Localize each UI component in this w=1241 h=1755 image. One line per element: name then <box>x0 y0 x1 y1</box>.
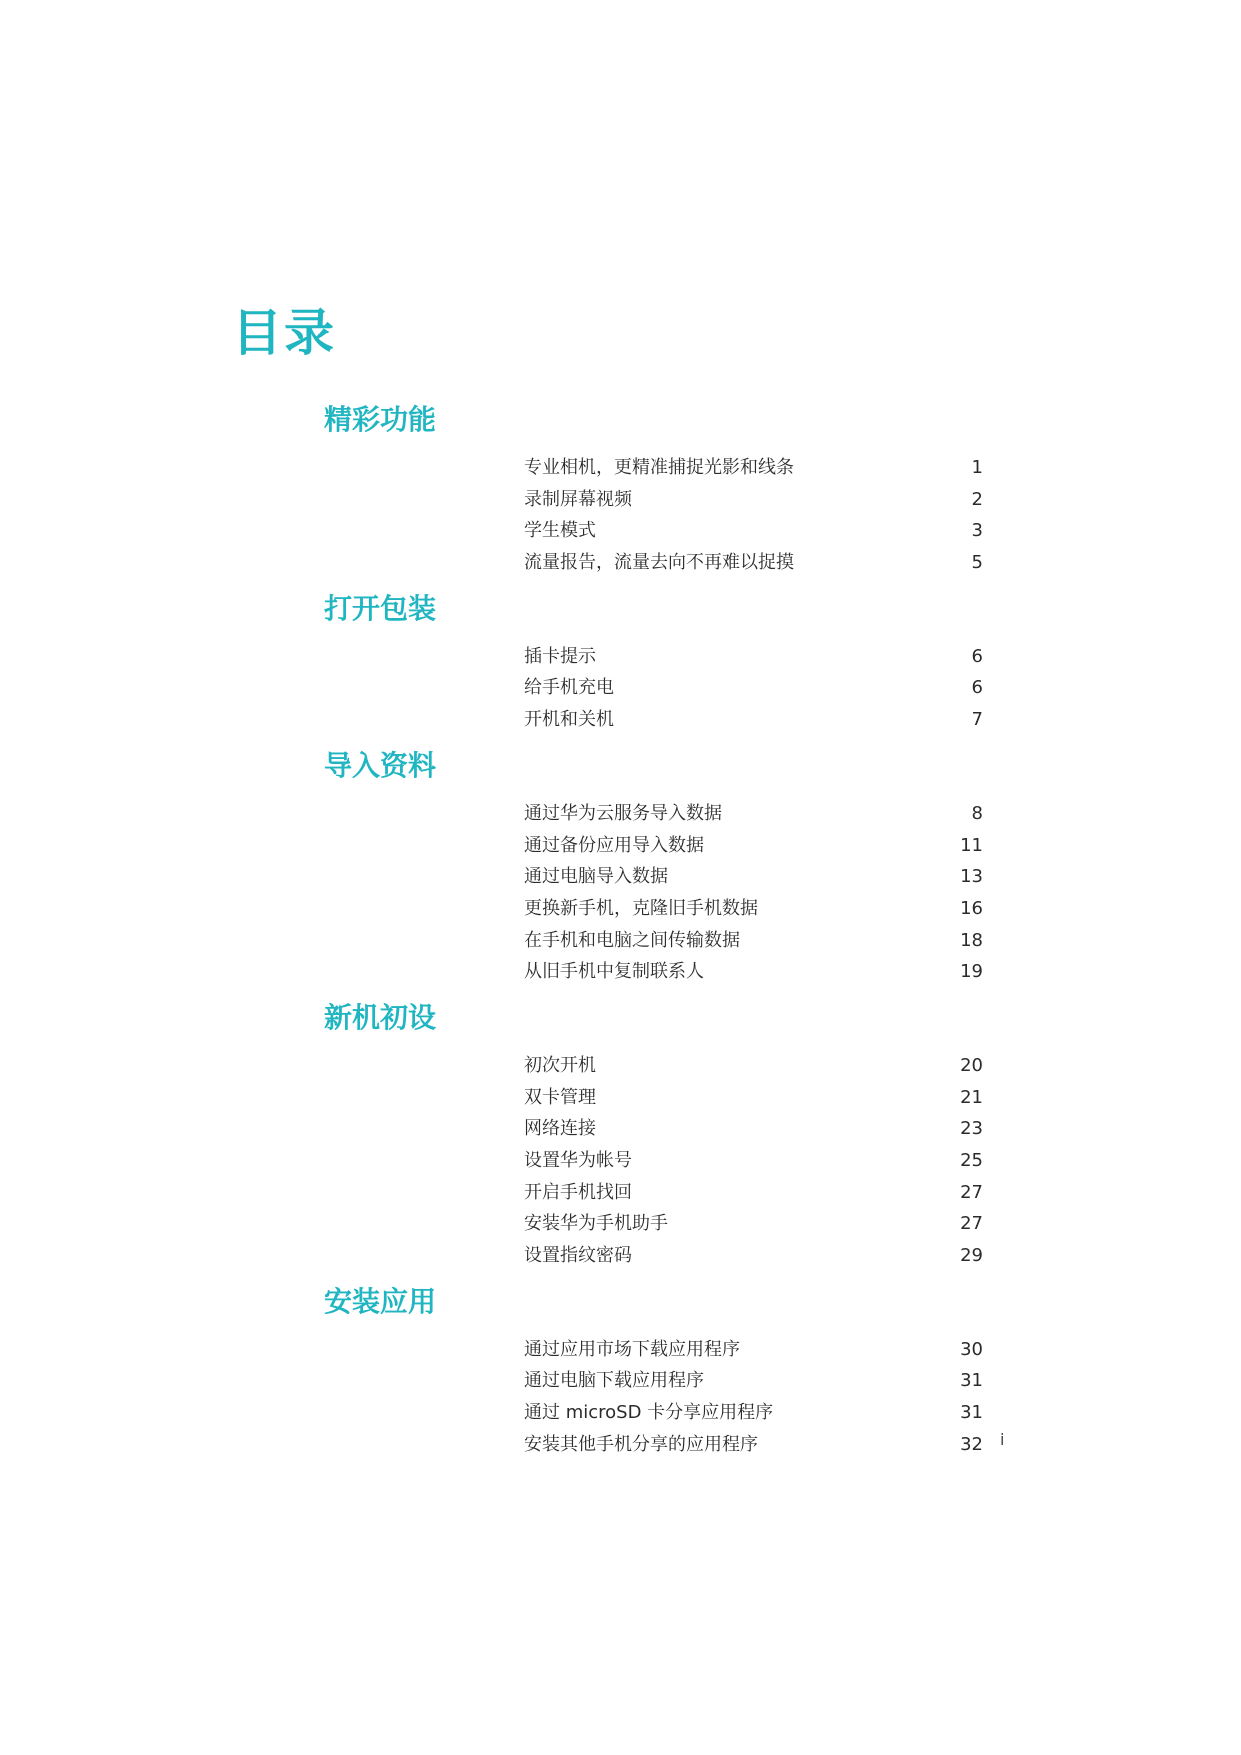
toc-entry[interactable] <box>0 1050 1241 1082</box>
entry-list <box>0 1050 1241 1282</box>
page-title: 目录 <box>232 304 336 362</box>
toc-entry-page: 13 <box>960 866 983 888</box>
entry-list <box>0 641 1241 746</box>
toc-section <box>0 400 1241 589</box>
toc-entry-label: 设置华为帐号 <box>524 1150 632 1171</box>
toc-entry[interactable] <box>0 861 1241 893</box>
page-number: i <box>1000 1430 1005 1449</box>
entry-list <box>0 452 1241 589</box>
toc-entry-label: 通过应用市场下载应用程序 <box>524 1338 740 1360</box>
toc-entry-label: 通过华为云服务导入数据 <box>524 802 722 824</box>
toc-entry[interactable] <box>0 1113 1241 1145</box>
toc-entry-label: 学生模式 <box>524 520 596 542</box>
section-title: 安装应用 <box>324 1284 437 1318</box>
toc-entry-label: 通过 microSD 卡分享应用程序 <box>524 1402 774 1424</box>
toc-entry-page: 6 <box>971 677 983 699</box>
toc-entry-label: 开启手机找回 <box>524 1181 632 1203</box>
toc-entry-label: 录制屏幕视频 <box>524 488 632 510</box>
toc-entry[interactable] <box>0 704 1241 736</box>
toc-entry[interactable] <box>0 830 1241 862</box>
toc-entry[interactable] <box>0 798 1241 830</box>
toc-entry-page: 11 <box>960 834 983 856</box>
toc-entry[interactable] <box>0 1397 1241 1429</box>
toc-entry-page: 7 <box>971 709 983 731</box>
toc-entry-page: 31 <box>960 1402 983 1424</box>
toc-entry-label: 专业相机，更精准捕捉光影和线条 <box>524 457 794 478</box>
toc-entry[interactable] <box>0 1334 1241 1366</box>
toc-entry[interactable] <box>0 925 1241 957</box>
toc-entry-label: 更换新手机，克隆旧手机数据 <box>524 897 758 919</box>
toc-entry[interactable] <box>0 1429 1241 1461</box>
toc-entry-page: 27 <box>960 1181 983 1203</box>
toc-entry-page: 3 <box>971 520 983 542</box>
toc-entry-page: 6 <box>971 645 983 667</box>
toc-entry-label: 给手机充电 <box>524 677 614 699</box>
toc-entry[interactable] <box>0 547 1241 579</box>
toc-entry-page: 5 <box>971 552 983 574</box>
toc-entry-page: 23 <box>960 1118 983 1140</box>
toc-entry-page: 2 <box>971 488 983 510</box>
entry-list <box>0 1334 1241 1471</box>
table-of-contents <box>0 400 1241 1471</box>
toc-entry[interactable] <box>0 1365 1241 1397</box>
toc-entry-label: 安装华为手机助手 <box>524 1213 668 1235</box>
toc-entry-label: 流量报告，流量去向不再难以捉摸 <box>524 552 794 574</box>
toc-entry-label: 开机和关机 <box>524 709 614 731</box>
toc-entry[interactable] <box>0 893 1241 925</box>
toc-entry-label: 初次开机 <box>524 1054 596 1076</box>
toc-entry[interactable] <box>0 452 1241 484</box>
toc-section <box>0 998 1241 1282</box>
toc-entry[interactable] <box>0 672 1241 704</box>
toc-entry-label: 通过电脑下载应用程序 <box>524 1370 704 1392</box>
toc-entry-page: 32 <box>960 1433 983 1455</box>
toc-entry[interactable] <box>0 1082 1241 1114</box>
toc-entry-page: 19 <box>960 961 983 983</box>
toc-entry-label: 插卡提示 <box>524 645 596 667</box>
toc-section <box>0 1282 1241 1471</box>
toc-entry[interactable] <box>0 515 1241 547</box>
toc-entry-label: 双卡管理 <box>524 1086 596 1108</box>
toc-entry-page: 1 <box>971 457 983 478</box>
toc-entry-page: 8 <box>971 802 983 824</box>
toc-entry-page: 21 <box>960 1086 983 1108</box>
section-title: 精彩功能 <box>324 403 437 436</box>
toc-entry-page: 29 <box>960 1245 983 1267</box>
toc-entry[interactable] <box>0 1240 1241 1272</box>
toc-entry[interactable] <box>0 1145 1241 1177</box>
toc-entry[interactable] <box>0 484 1241 516</box>
toc-section <box>0 746 1241 998</box>
toc-entry-page: 30 <box>960 1338 983 1360</box>
toc-entry-page: 16 <box>960 897 983 919</box>
toc-entry[interactable] <box>0 956 1241 988</box>
toc-entry[interactable] <box>0 1208 1241 1240</box>
toc-entry-label: 在手机和电脑之间传输数据 <box>524 929 740 951</box>
section-title: 新机初设 <box>324 1000 437 1034</box>
section-title: 打开包装 <box>324 591 437 625</box>
toc-entry-label: 通过电脑导入数据 <box>524 866 668 888</box>
toc-entry-label: 安装其他手机分享的应用程序 <box>524 1433 758 1455</box>
toc-entry[interactable] <box>0 1177 1241 1209</box>
entry-list <box>0 798 1241 998</box>
toc-entry-label: 从旧手机中复制联系人 <box>524 961 704 983</box>
toc-section <box>0 589 1241 746</box>
toc-entry-page: 31 <box>960 1370 983 1392</box>
toc-entry-page: 20 <box>960 1054 983 1076</box>
toc-entry-page: 25 <box>960 1150 983 1171</box>
toc-entry-label: 设置指纹密码 <box>524 1245 632 1267</box>
toc-entry-label: 通过备份应用导入数据 <box>524 834 704 856</box>
section-title: 导入资料 <box>324 748 437 782</box>
toc-entry-label: 网络连接 <box>524 1118 596 1140</box>
toc-entry-page: 27 <box>960 1213 983 1235</box>
toc-entry[interactable] <box>0 641 1241 673</box>
toc-entry-page: 18 <box>960 929 983 951</box>
